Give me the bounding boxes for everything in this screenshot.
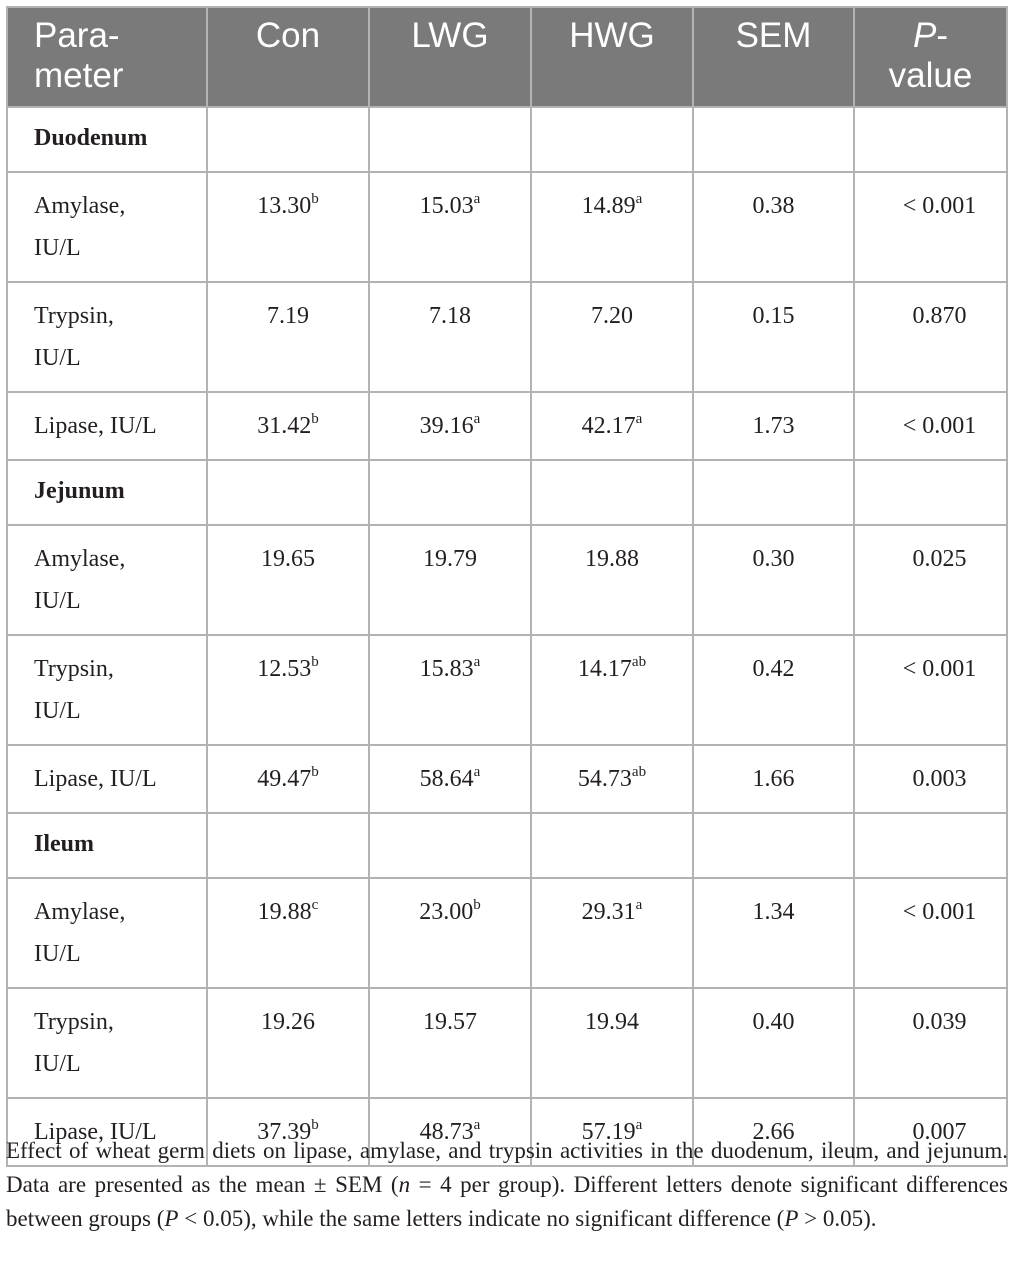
section-name: Ileum	[7, 813, 207, 878]
hwg-value-cell: 14.89$^a$	[531, 172, 693, 282]
con-value-cell: 49.47$^b$	[207, 745, 369, 813]
parameter-cell: Lipase, IU/L	[7, 392, 207, 460]
empty-cell	[854, 107, 1007, 172]
significance-letter: b	[311, 1117, 319, 1133]
con-value-cell: 31.42$^b$	[207, 392, 369, 460]
header-lwg: LWG	[369, 7, 531, 107]
enzyme-activity-table	[6, 6, 1008, 1167]
table-caption: Effect of wheat germ diets on lipase, amylase, and trypsin activities in the duodenum, ileum, and jejunum. Data are presented as the mean ± SEM (n = 4 per group). Different letters denote significant differences between groups (P < 0.05), while the same letters indicate no significant difference (P > 0.05).	[6, 1138, 1008, 1231]
data-table-container	[6, 6, 1006, 1167]
table-row	[7, 525, 1007, 635]
parameter-cell: Amylase, IU/L	[7, 878, 207, 988]
sem-value-cell: 0.38	[693, 172, 854, 282]
con-value-cell: 13.30$^b$	[207, 172, 369, 282]
header-sem: SEM	[693, 7, 854, 107]
sem-value-cell: 1.73	[693, 392, 854, 460]
table-row	[7, 745, 1007, 813]
lwg-value-cell: 19.79	[369, 525, 531, 635]
table-row	[7, 635, 1007, 745]
significance-letter: a	[635, 411, 643, 427]
significance-letter: a	[635, 897, 643, 913]
section-row	[7, 813, 1007, 878]
con-value-cell: 19.88$^c$	[207, 878, 369, 988]
sem-value-cell: 0.42	[693, 635, 854, 745]
lwg-value-cell: 23.00$^b$	[369, 878, 531, 988]
header-hwg: HWG	[531, 7, 693, 107]
p-value-cell: < 0.001	[854, 635, 1007, 745]
con-value-cell: 12.53$^b$	[207, 635, 369, 745]
sem-value-cell: 1.34	[693, 878, 854, 988]
table-body	[7, 107, 1007, 1166]
section-name: Duodenum	[7, 107, 207, 172]
table-row	[7, 172, 1007, 282]
sem-value-cell: 1.66	[693, 745, 854, 813]
parameter-cell: Trypsin, IU/L	[7, 282, 207, 392]
hwg-value-cell: 19.88	[531, 525, 693, 635]
parameter-cell: Trypsin, IU/L	[7, 635, 207, 745]
significance-letter: b	[311, 191, 319, 207]
con-value-cell: 19.65	[207, 525, 369, 635]
p-value-cell: 0.870	[854, 282, 1007, 392]
empty-cell	[369, 813, 531, 878]
con-value-cell: 37.39$^b$	[207, 1098, 369, 1166]
lwg-value-cell: 19.57	[369, 988, 531, 1098]
empty-cell	[207, 460, 369, 525]
p-value-cell: 0.025	[854, 525, 1007, 635]
section-name: Jejunum	[7, 460, 207, 525]
lwg-value-cell: 7.18	[369, 282, 531, 392]
con-value-cell: 19.26	[207, 988, 369, 1098]
hwg-value-cell: 57.19$^a$	[531, 1098, 693, 1166]
empty-cell	[369, 107, 531, 172]
sem-value-cell: 0.40	[693, 988, 854, 1098]
section-row	[7, 460, 1007, 525]
p-value-cell: < 0.001	[854, 878, 1007, 988]
significance-letter: a	[473, 1117, 481, 1133]
lwg-value-cell: 39.16$^a$	[369, 392, 531, 460]
table-row	[7, 988, 1007, 1098]
con-value-cell: 7.19	[207, 282, 369, 392]
section-row	[7, 107, 1007, 172]
significance-letter: b	[311, 411, 319, 427]
empty-cell	[531, 107, 693, 172]
header-parameter: Para- meter	[7, 7, 207, 107]
significance-letter: a	[635, 1117, 643, 1133]
p-value-cell: < 0.001	[854, 172, 1007, 282]
significance-letter: a	[473, 191, 481, 207]
empty-cell	[693, 460, 854, 525]
lwg-value-cell: 48.73$^a$	[369, 1098, 531, 1166]
lwg-value-cell: 15.03$^a$	[369, 172, 531, 282]
empty-cell	[854, 813, 1007, 878]
empty-cell	[369, 460, 531, 525]
empty-cell	[531, 460, 693, 525]
significance-letter: b	[473, 897, 481, 913]
table-header	[7, 7, 1007, 107]
p-value-cell: < 0.001	[854, 392, 1007, 460]
significance-letter: c	[311, 897, 319, 913]
header-row	[7, 7, 1007, 107]
empty-cell	[207, 107, 369, 172]
sem-value-cell: 0.30	[693, 525, 854, 635]
hwg-value-cell: 29.31$^a$	[531, 878, 693, 988]
empty-cell	[854, 460, 1007, 525]
empty-cell	[693, 107, 854, 172]
sem-value-cell: 0.15	[693, 282, 854, 392]
parameter-cell: Lipase, IU/L	[7, 1098, 207, 1166]
lwg-value-cell: 58.64$^a$	[369, 745, 531, 813]
empty-cell	[693, 813, 854, 878]
sem-value-cell: 2.66	[693, 1098, 854, 1166]
significance-letter: b	[311, 654, 319, 670]
parameter-cell: Amylase, IU/L	[7, 172, 207, 282]
significance-letter: ab	[631, 654, 647, 670]
parameter-cell: Amylase, IU/L	[7, 525, 207, 635]
significance-letter: a	[473, 764, 481, 780]
parameter-cell: Trypsin, IU/L	[7, 988, 207, 1098]
header-p-value: P- value	[854, 7, 1007, 107]
table-row	[7, 282, 1007, 392]
hwg-value-cell: 7.20	[531, 282, 693, 392]
hwg-value-cell: 19.94	[531, 988, 693, 1098]
header-con: Con	[207, 7, 369, 107]
p-value-cell: 0.039	[854, 988, 1007, 1098]
parameter-cell: Lipase, IU/L	[7, 745, 207, 813]
empty-cell	[207, 813, 369, 878]
significance-letter: b	[311, 764, 319, 780]
empty-cell	[531, 813, 693, 878]
significance-letter: a	[473, 411, 481, 427]
p-value-cell: 0.003	[854, 745, 1007, 813]
hwg-value-cell: 54.73$^{ab}$	[531, 745, 693, 813]
table-row	[7, 392, 1007, 460]
table-row	[7, 878, 1007, 988]
p-value-cell: 0.007	[854, 1098, 1007, 1166]
lwg-value-cell: 15.83$^a$	[369, 635, 531, 745]
hwg-value-cell: 42.17$^a$	[531, 392, 693, 460]
significance-letter: ab	[631, 764, 647, 780]
significance-letter: a	[635, 191, 643, 207]
significance-letter: a	[473, 654, 481, 670]
hwg-value-cell: 14.17$^{ab}$	[531, 635, 693, 745]
